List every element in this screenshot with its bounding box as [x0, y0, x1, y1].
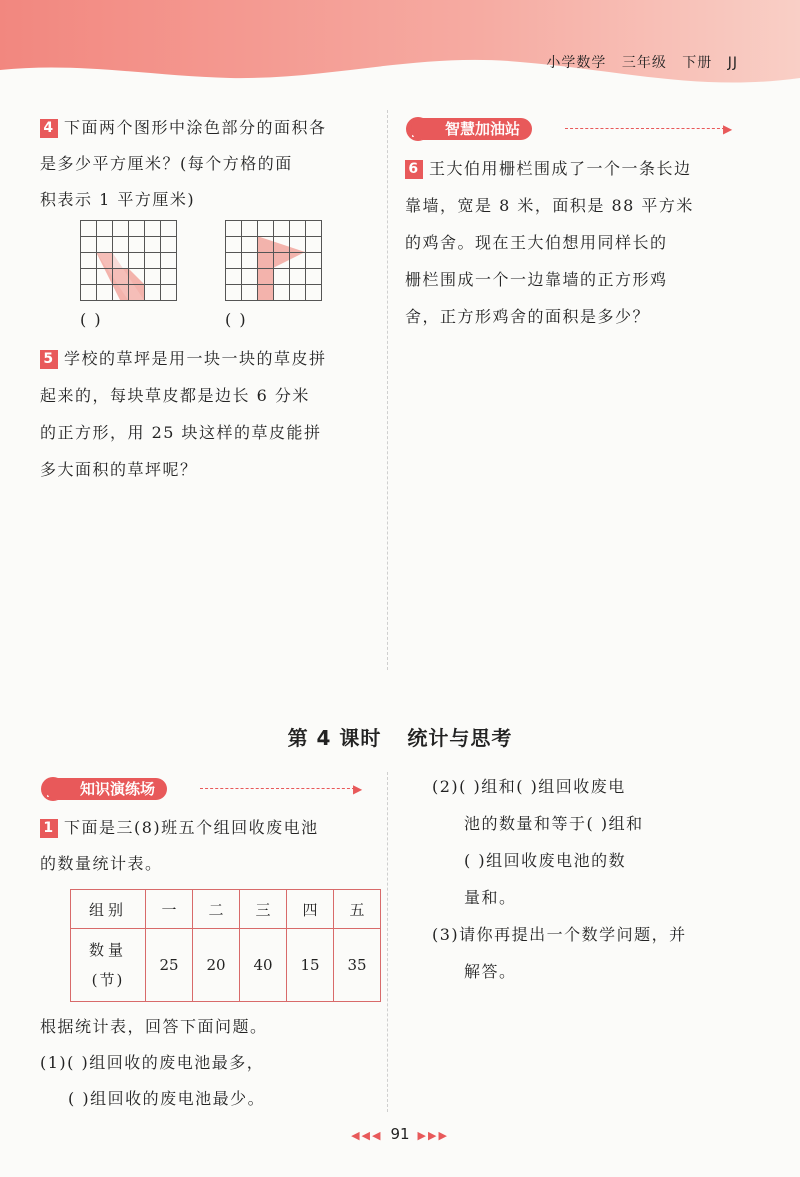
page-number	[0, 1125, 800, 1143]
table-cell: 25	[146, 929, 193, 1002]
table-cell: 40	[240, 929, 287, 1002]
question-text: 多大面积的草坪呢？	[40, 460, 198, 479]
question-number: 1	[40, 819, 58, 838]
lesson-name: 统计与思考	[407, 726, 513, 750]
question-text: 舍，正方形鸡舍的面积是多少？	[405, 307, 651, 326]
table-cell: 15	[287, 929, 334, 1002]
question-4	[40, 110, 370, 218]
header-volume: 下册	[682, 55, 713, 71]
table-row	[71, 929, 381, 1002]
table-header-cell: 组别	[71, 890, 146, 929]
column-divider-top	[387, 110, 388, 670]
tag-dashed-line	[565, 128, 725, 129]
answer-blank-2[interactable]: ( )	[225, 310, 248, 329]
row-label-line: (节)	[91, 971, 125, 989]
sub-question-text: (3)请你再提出一个数学问题，并	[432, 925, 687, 944]
question-text: 靠墙，宽是 8 米，面积是 88 平方米	[405, 196, 694, 215]
section-tag-label: 智慧加油站	[411, 118, 532, 140]
question-6	[405, 150, 740, 335]
question-text: 积表示 1 平方厘米)	[40, 190, 196, 209]
arrows-left-icon: ◀◀◀	[351, 1129, 383, 1142]
section-tag-bonus	[405, 116, 735, 142]
question-text: 的鸡舍。现在王大伯想用同样长的	[405, 233, 668, 252]
table-row-label	[71, 929, 146, 1002]
row-label-line: 数量	[88, 941, 127, 959]
question-number: 6	[405, 160, 423, 179]
header-banner	[0, 0, 800, 90]
arrow-right-icon: ▶	[353, 782, 363, 796]
table-header-cell: 五	[334, 890, 381, 929]
table-cell: 35	[334, 929, 381, 1002]
table-header-cell: 四	[287, 890, 334, 929]
question-text: 的数量统计表。	[40, 854, 163, 873]
table-cell: 20	[193, 929, 240, 1002]
sub-question-text: 量和。	[464, 888, 517, 907]
sub-question-text: ( )组回收废电池的数	[464, 851, 627, 870]
sub-question-text: 池的数量和等于( )组和	[464, 814, 644, 833]
question-text: 王大伯用栅栏围成了一个一条长边	[429, 159, 692, 178]
sub-question-text: ( )组回收的废电池最少。	[68, 1089, 266, 1108]
lesson-title	[0, 722, 800, 751]
question-text: 根据统计表，回答下面问题。	[40, 1017, 268, 1036]
question-number: 5	[40, 350, 58, 369]
question-text: 下面是三(8)班五个组回收废电池	[64, 818, 319, 837]
table-header-cell: 二	[193, 890, 240, 929]
tag-dashed-line	[200, 788, 355, 789]
header-meta	[546, 52, 738, 72]
question-5	[40, 340, 370, 488]
question-text: 起来的，每块草皮都是边长 6 分米	[40, 386, 310, 405]
question-text: 的正方形，用 25 块这样的草皮能拼	[40, 423, 322, 442]
grid-figure-2	[225, 220, 323, 302]
question-text: 栅栏围成一个一边靠墙的正方形鸡	[405, 270, 668, 289]
arrows-right-icon: ▶▶▶	[417, 1129, 449, 1142]
answer-blank-1[interactable]: ( )	[80, 310, 103, 329]
header-subject: 小学数学	[546, 55, 607, 71]
question-1-subparts-right	[432, 768, 742, 990]
grid-figure-1	[80, 220, 178, 302]
section-tag-practice	[40, 776, 370, 802]
sub-question-text: (2)( )组和( )组回收废电	[432, 777, 626, 796]
question-1-subparts	[40, 1009, 370, 1117]
table-header-cell: 一	[146, 890, 193, 929]
page-number-value: 91	[390, 1125, 410, 1143]
column-divider-bottom	[387, 772, 388, 1112]
arrow-right-icon: ▶	[723, 122, 733, 136]
header-edition: JJ	[727, 55, 738, 71]
section-tag-label: 知识演练场	[46, 778, 167, 800]
question-number: 4	[40, 119, 58, 138]
table-header-row	[71, 890, 381, 929]
question-text: 学校的草坪是用一块一块的草皮拼	[64, 349, 327, 368]
question-text: 下面两个图形中涂色部分的面积各	[64, 118, 327, 137]
sub-question-text: (1)( )组回收的废电池最多，	[40, 1053, 265, 1072]
sub-question-text: 解答。	[464, 962, 517, 981]
statistics-table	[70, 889, 381, 1002]
lesson-number: 第 4 课时	[287, 726, 382, 750]
table-header-cell: 三	[240, 890, 287, 929]
header-grade: 三年级	[621, 55, 667, 71]
question-text: 是多少平方厘米？(每个方格的面	[40, 154, 293, 173]
question-1	[40, 810, 370, 882]
